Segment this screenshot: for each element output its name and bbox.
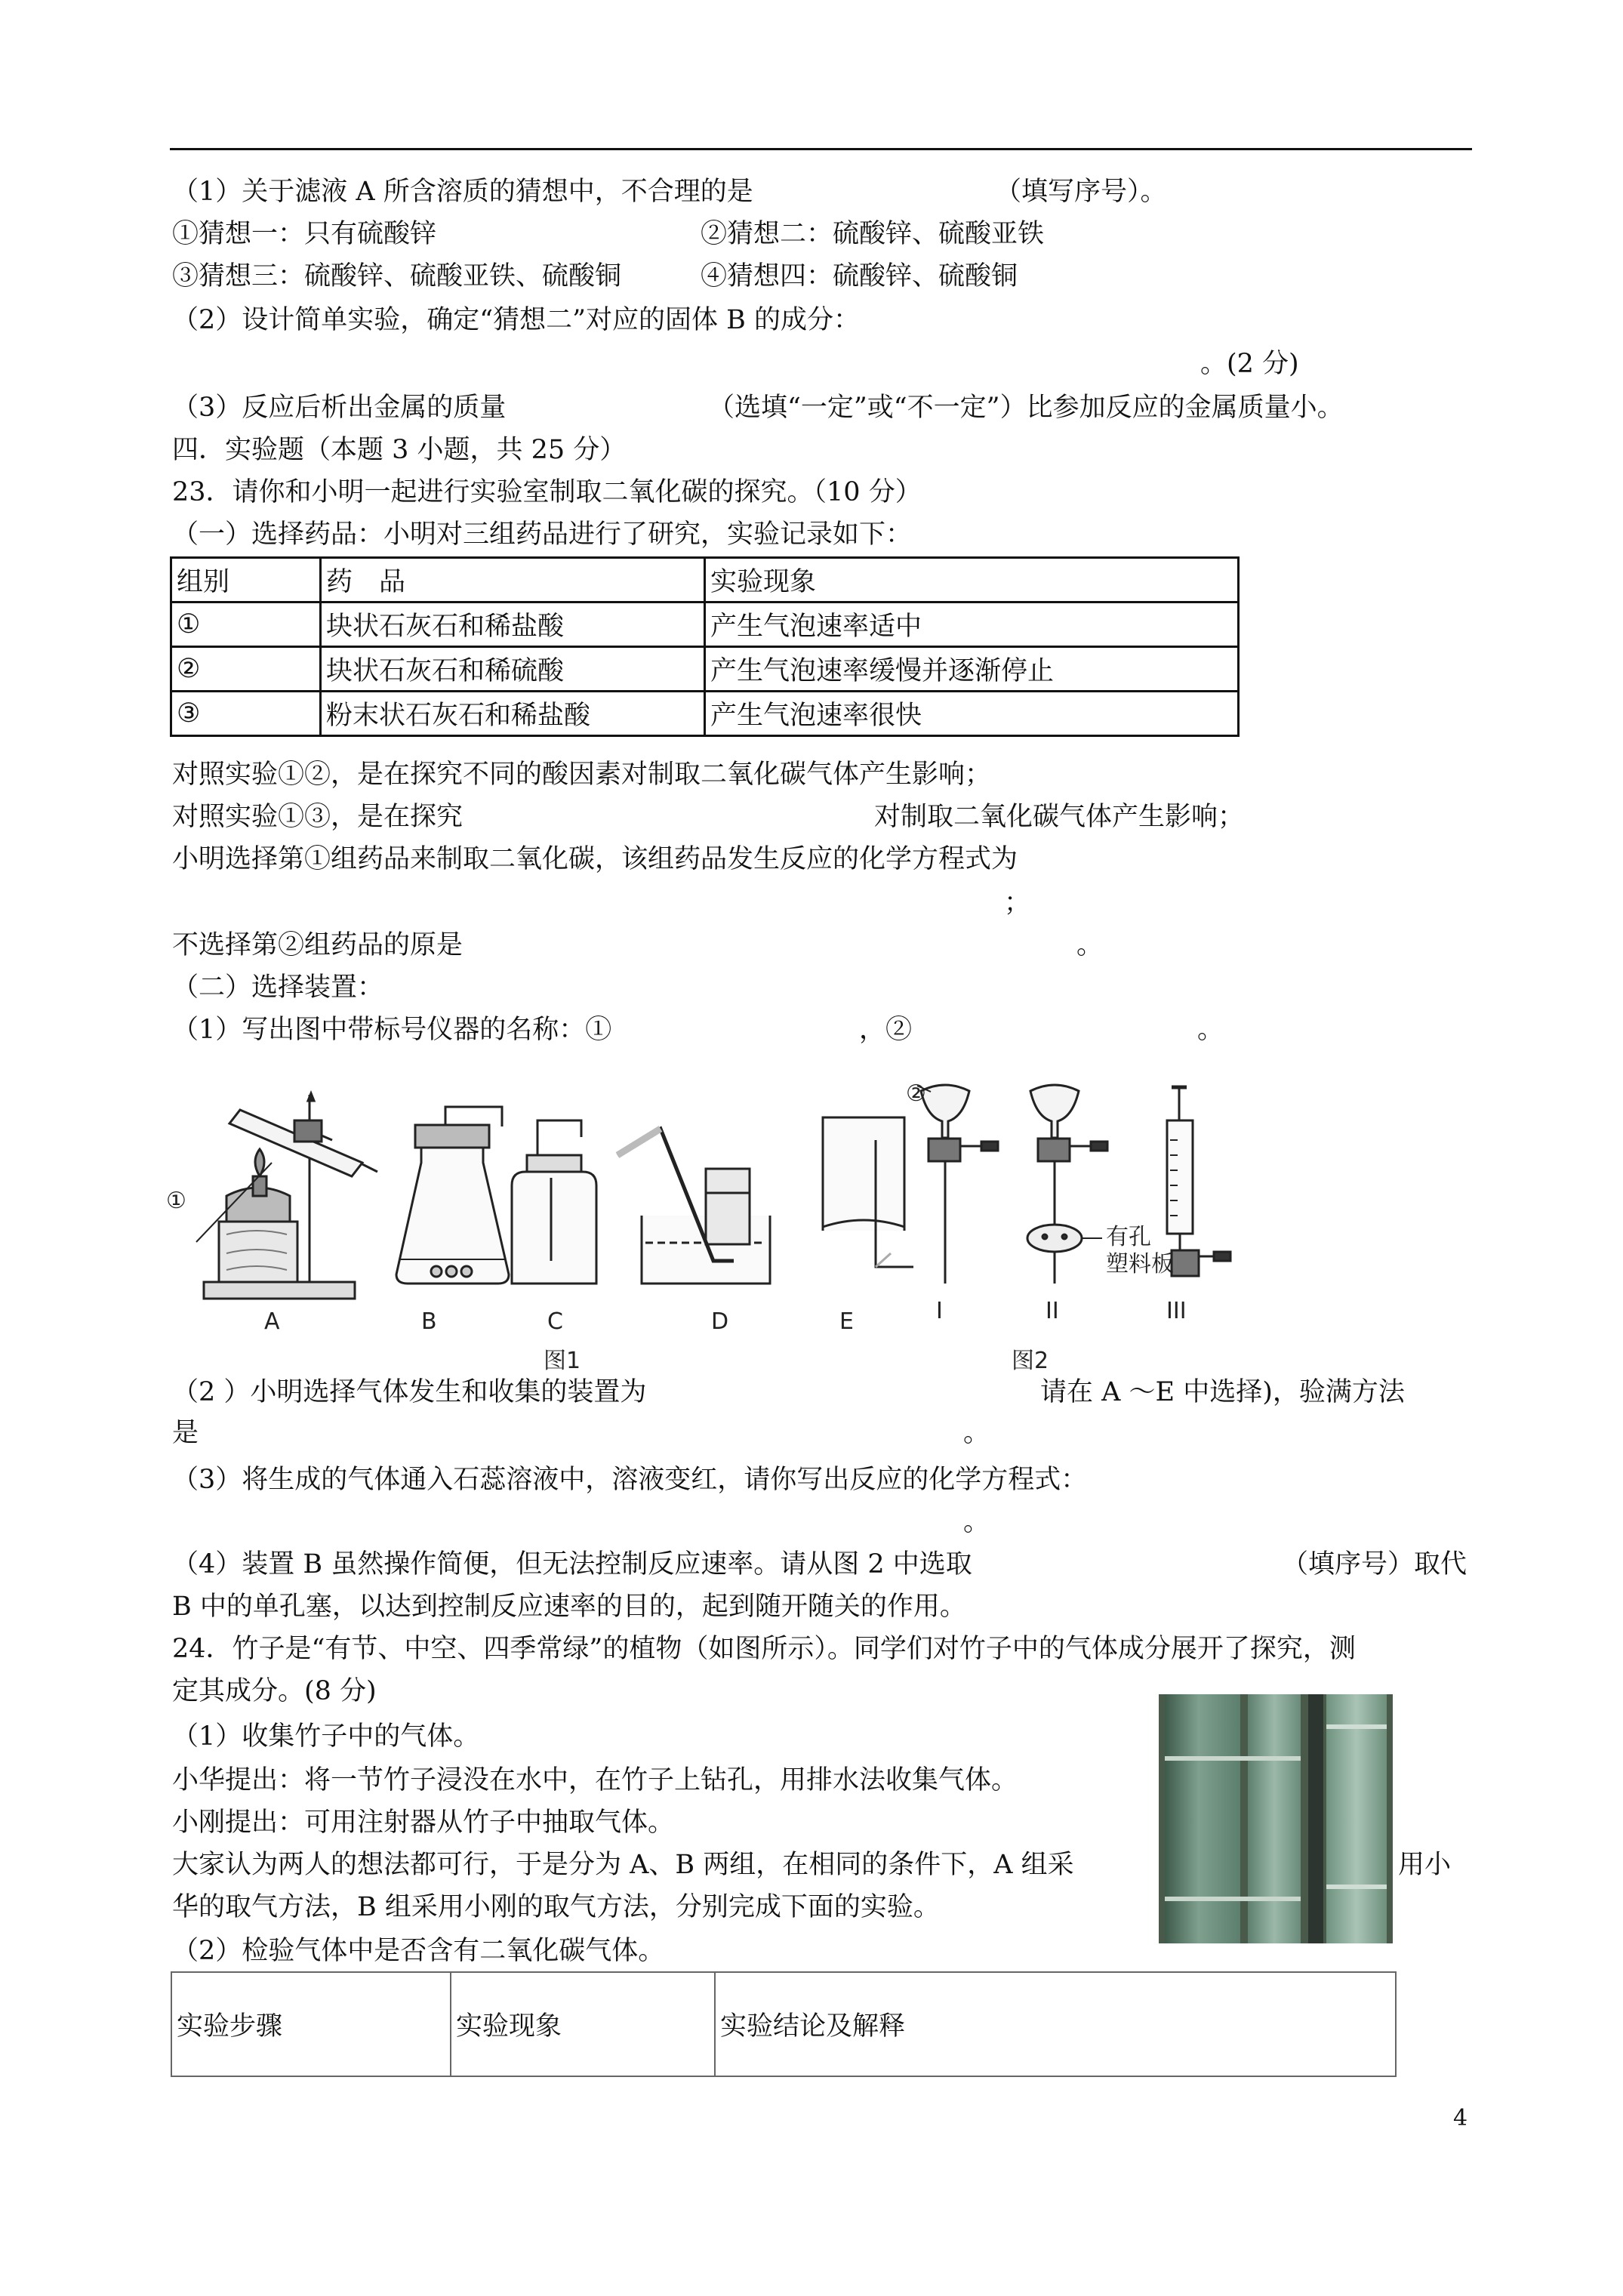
label-2: ② bbox=[906, 1080, 926, 1107]
select-apparatus-period: 。 bbox=[963, 1418, 990, 1448]
bamboo-photo bbox=[1159, 1694, 1393, 1943]
q1-tail: （填写序号）。 bbox=[995, 177, 1167, 207]
q24-line1: 24．竹子是“有节、中空、四季常绿”的植物（如图所示）。同学们对竹子中的气体成分展开了探究，测 bbox=[172, 1634, 1356, 1664]
apparatus-e bbox=[823, 1117, 913, 1267]
apparatus-ii bbox=[1027, 1085, 1107, 1284]
label-d: D bbox=[711, 1308, 729, 1335]
instrument-mid: ，② bbox=[859, 1015, 913, 1045]
label-c: C bbox=[547, 1308, 563, 1335]
groups-line1: 大家认为两人的想法都可行，于是分为 A、B 两组，在相同的条件下，A 组采 bbox=[172, 1850, 1074, 1880]
table-cell: ① bbox=[171, 603, 321, 647]
figure-1-caption: 图1 bbox=[544, 1348, 581, 1374]
instrument-end: 。 bbox=[1197, 1015, 1224, 1045]
not-group2-text: 不选择第②组药品的原是 bbox=[172, 930, 463, 960]
label-i: I bbox=[936, 1298, 943, 1324]
q2-text: （2）设计简单实验，确定“猜想二”对应的固体 B 的成分： bbox=[172, 305, 861, 335]
q2-tail: 。(2 分) bbox=[1200, 349, 1299, 379]
table-header-cell: 实验现象 bbox=[705, 558, 1239, 603]
guess-1: ①猜想一：只有硫酸锌 bbox=[172, 219, 437, 249]
q1-text: （1）关于滤液 A 所含溶质的猜想中，不合理的是 bbox=[172, 177, 753, 207]
q3-tail: （选填“一定”或“不一定”）比参加反应的金属质量小。 bbox=[708, 393, 1344, 423]
apparatus-a bbox=[196, 1093, 377, 1299]
table-header-cell: 实验结论及解释 bbox=[715, 1972, 1396, 2076]
table-cell: 粉末状石灰石和稀盐酸 bbox=[321, 692, 705, 736]
groups-line2: 华的取气方法，B 组采用小刚的取气方法，分别完成下面的实验。 bbox=[172, 1892, 940, 1922]
guess-2: ②猜想二：硫酸锌、硫酸亚铁 bbox=[701, 219, 1045, 249]
apparatus-i bbox=[917, 1085, 998, 1284]
apparatus-b bbox=[396, 1107, 509, 1284]
plate-label-line1: 有孔 bbox=[1106, 1224, 1151, 1250]
table-cell: 块状石灰石和稀硫酸 bbox=[321, 647, 705, 692]
select-apparatus-is: 是 bbox=[172, 1418, 199, 1448]
table-cell: 产生气泡速率缓慢并逐渐停止 bbox=[705, 647, 1239, 692]
label-a: A bbox=[264, 1308, 280, 1335]
label-b: B bbox=[421, 1308, 437, 1335]
guess-4: ④猜想四：硫酸锌、硫酸铜 bbox=[701, 261, 1018, 291]
equation-semicolon: ； bbox=[1004, 888, 1031, 918]
litmus-question: （3）将生成的气体通入石蕊溶液中，溶液变红，请你写出反应的化学方程式： bbox=[172, 1465, 1088, 1495]
litmus-period: 。 bbox=[963, 1507, 990, 1537]
table-cell: ② bbox=[171, 647, 321, 692]
compare-13-text: 对照实验①③，是在探究 bbox=[172, 802, 463, 832]
test-co2-text: （2）检验气体中是否含有二氧化碳气体。 bbox=[172, 1936, 665, 1966]
not-group2-period: 。 bbox=[1076, 930, 1104, 960]
groups-line1-tail: 用小 bbox=[1398, 1850, 1452, 1880]
header-rule bbox=[170, 148, 1472, 150]
label-1: ① bbox=[166, 1188, 186, 1214]
q4-line1-tail: （填序号）取代 bbox=[1282, 1549, 1467, 1579]
apparatus-iii bbox=[1167, 1087, 1230, 1276]
q4-line1: （4）装置 B 虽然操作简便，但无法控制反应速率。请从图 2 中选取 bbox=[172, 1549, 972, 1579]
section-4-heading: 四．实验题（本题 3 小题，共 25 分） bbox=[172, 435, 627, 465]
table-header-cell: 药 品 bbox=[321, 558, 705, 603]
table-header-row bbox=[171, 558, 1239, 603]
experiment-table bbox=[171, 1971, 1397, 2077]
q4-line2: B 中的单孔塞，以达到控制反应速率的目的，起到随开随关的作用。 bbox=[172, 1592, 966, 1622]
figure-2-caption: 图2 bbox=[1012, 1348, 1049, 1374]
apparatus-d bbox=[617, 1129, 770, 1284]
q3-text: （3）反应后析出金属的质量 bbox=[172, 393, 507, 423]
apparatus-c bbox=[512, 1120, 596, 1284]
table-cell: 产生气泡速率很快 bbox=[705, 692, 1239, 736]
table-row bbox=[171, 647, 1239, 692]
table-row bbox=[171, 692, 1239, 736]
select-apparatus-text: （2 ）小明选择气体发生和收集的装置为 bbox=[172, 1377, 647, 1407]
choose-group1-text: 小明选择第①组药品来制取二氧化碳，该组药品发生反应的化学方程式为 bbox=[172, 844, 1018, 874]
table-header-row bbox=[171, 1972, 1396, 2076]
page-number: 4 bbox=[1453, 2105, 1468, 2131]
table-header-cell: 实验现象 bbox=[451, 1972, 715, 2076]
table-cell: ③ bbox=[171, 692, 321, 736]
collect-gas-text: （1）收集竹子中的气体。 bbox=[172, 1721, 480, 1752]
compare-13-tail: 对制取二氧化碳气体产生影响； bbox=[874, 802, 1245, 832]
table-header-cell: 组别 bbox=[171, 558, 321, 603]
guess-3: ③猜想三：硫酸锌、硫酸亚铁、硫酸铜 bbox=[172, 261, 622, 291]
label-ii: II bbox=[1046, 1298, 1059, 1324]
apparatus-figure bbox=[151, 1072, 1253, 1374]
instrument-question: （1）写出图中带标号仪器的名称：① bbox=[172, 1015, 612, 1045]
table-header-cell: 实验步骤 bbox=[171, 1972, 451, 2076]
part1-heading: （一）选择药品：小明对三组药品进行了研究，实验记录如下： bbox=[172, 519, 913, 550]
table-cell: 产生气泡速率适中 bbox=[705, 603, 1239, 647]
select-apparatus-tail: 请在 A ～E 中选择)，验满方法 bbox=[1040, 1377, 1405, 1407]
label-e: E bbox=[839, 1308, 854, 1335]
q23-heading: 23．请你和小明一起进行实验室制取二氧化碳的探究。（10 分） bbox=[172, 477, 922, 507]
plate-label-line2: 塑料板 bbox=[1106, 1251, 1174, 1277]
part2-heading: （二）选择装置： bbox=[172, 972, 384, 1003]
reagent-table bbox=[170, 556, 1240, 737]
xiaohua-text: 小华提出：将一节竹子浸没在水中，在竹子上钻孔，用排水法收集气体。 bbox=[172, 1765, 1018, 1795]
compare-12-text: 对照实验①②，是在探究不同的酸因素对制取二氧化碳气体产生影响； bbox=[172, 760, 992, 790]
q24-line2: 定其成分。(8 分) bbox=[172, 1676, 377, 1706]
table-row bbox=[171, 603, 1239, 647]
table-cell: 块状石灰石和稀盐酸 bbox=[321, 603, 705, 647]
xiaogang-text: 小刚提出：可用注射器从竹子中抽取气体。 bbox=[172, 1808, 675, 1838]
label-iii: III bbox=[1166, 1298, 1187, 1324]
